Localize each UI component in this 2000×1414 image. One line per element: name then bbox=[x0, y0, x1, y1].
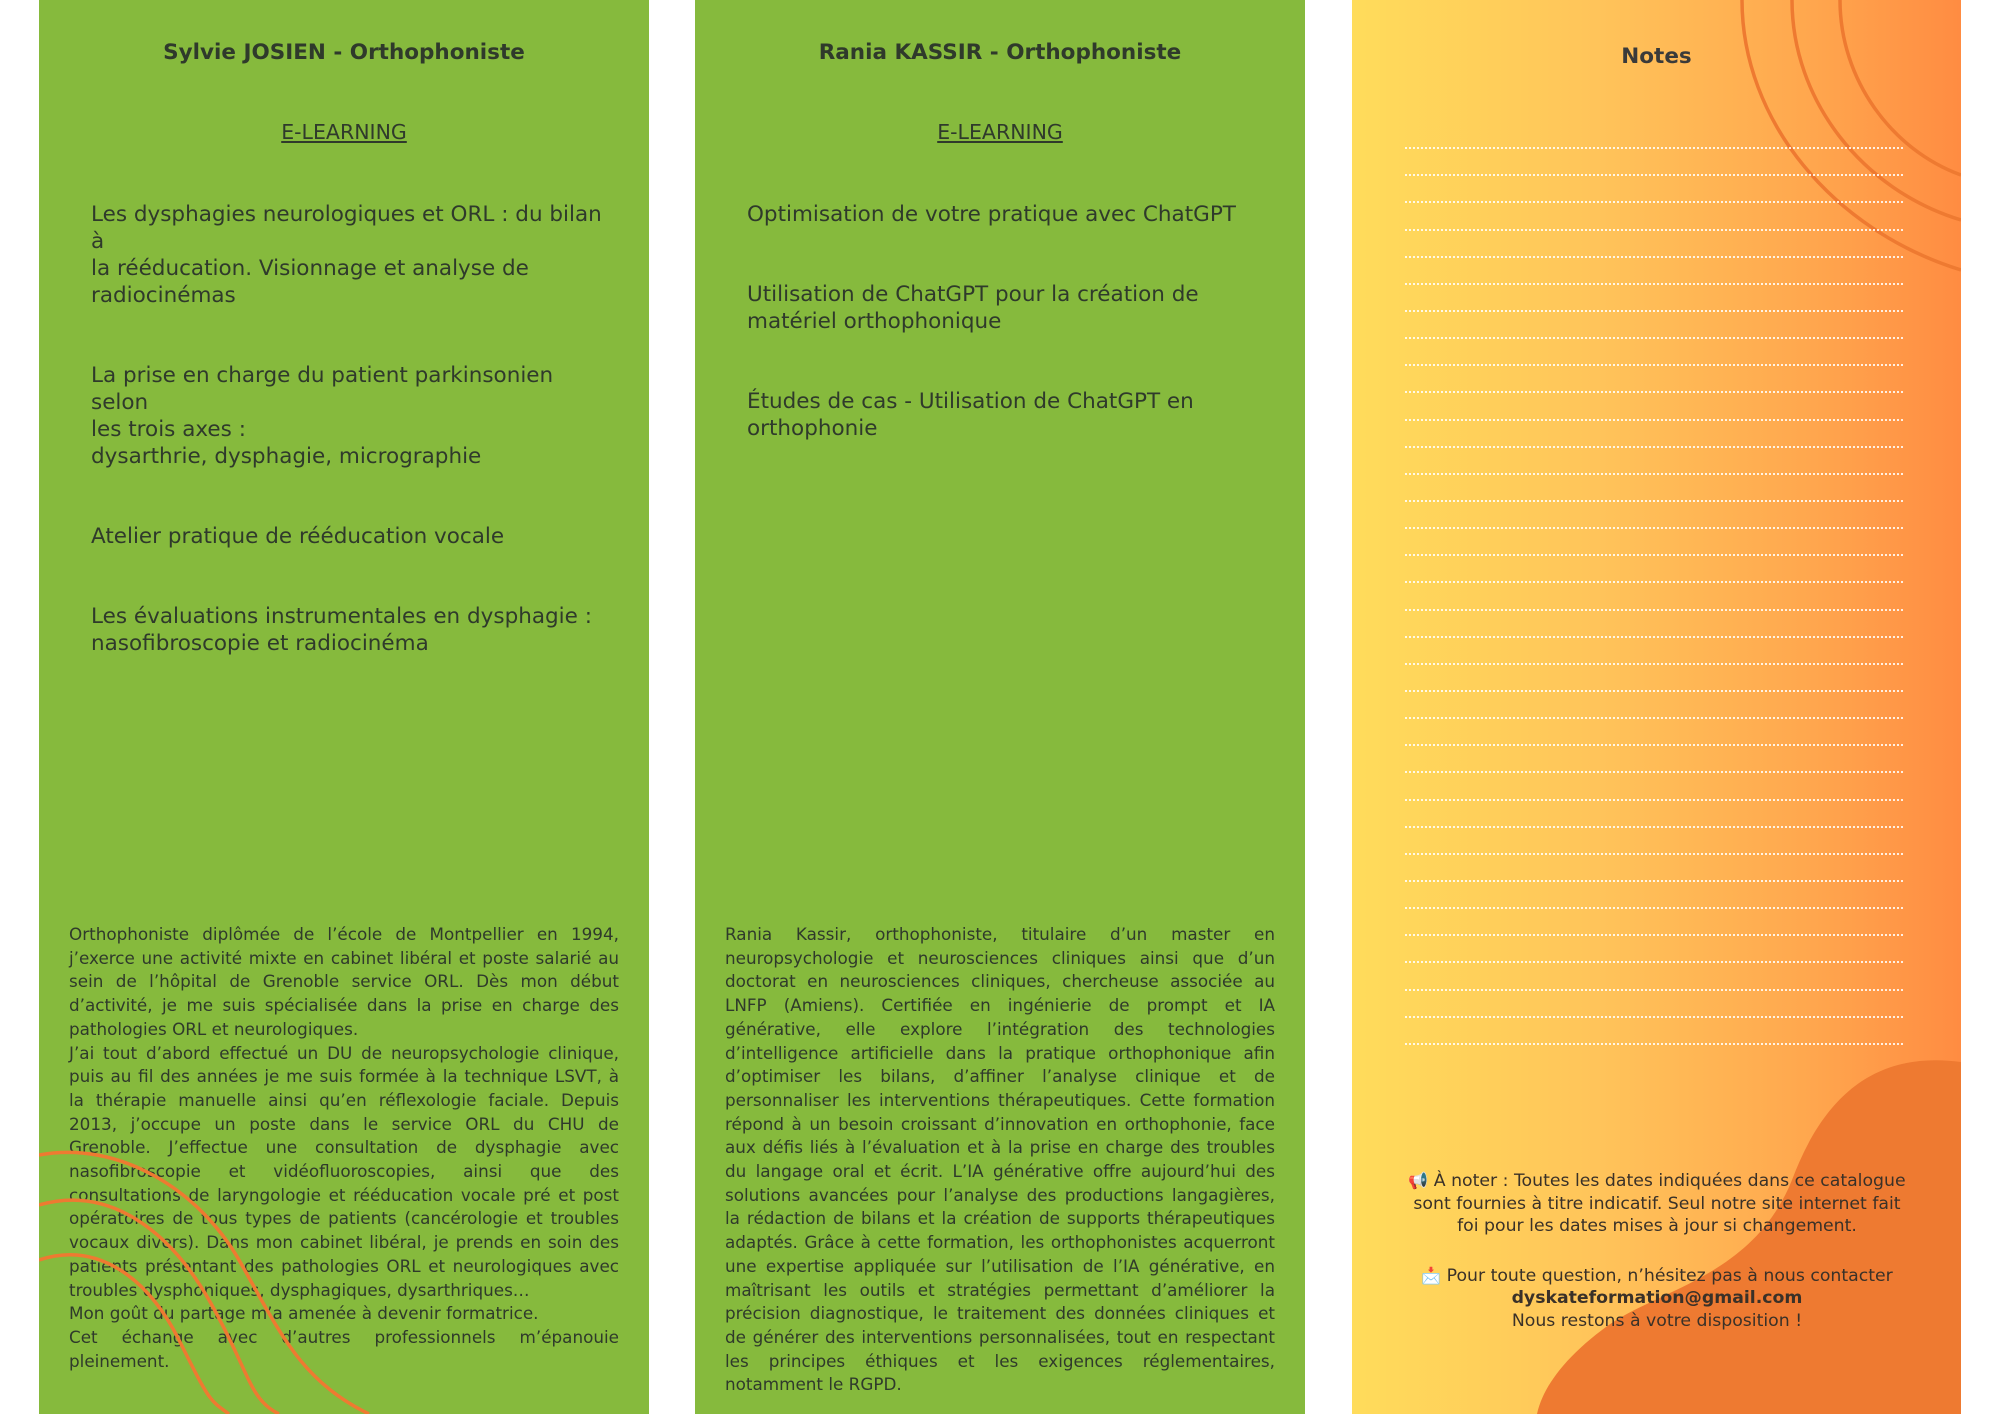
note-line bbox=[1405, 285, 1903, 312]
course-item: Les évaluations instrumentales en dysphagie : nasofibroscopie et radiocinéma bbox=[91, 604, 592, 656]
course-item: Les dysphagies neurologiques et ORL : du bilan à la rééducation. Visionnage et analyse de radiocinémas bbox=[91, 202, 602, 308]
note-line bbox=[1405, 583, 1903, 610]
note-line bbox=[1405, 203, 1903, 230]
bio-paragraph: J’ai tout d’abord effectué un DU de neuropsychologie clinique, puis au fil des années je me suis formée à la technique LSVT, à la thérapie manuelle ainsi qu’en réflexologie faciale. Depuis 2013, j’occupe un poste dans le service ORL du CHU de Grenoble. J’effectue une consultation de dysphagie avec nasofibroscopie et vidéofluoroscopies, ainsi que des consultations de laryngologie et rééducation vocale pré et post opératoires de tous types de patients (cancérologie et troubles vocaux divers). Dans mon cabinet libéral, je prends en soin des patients présentant des pathologies ORL et neurologiques avec troubles dysphoniques, dysphagiques, dysarthriques… bbox=[69, 1042, 619, 1300]
note-line bbox=[1405, 258, 1903, 285]
note-line bbox=[1405, 339, 1903, 366]
trainer-panel-josien bbox=[39, 0, 649, 1414]
note-line bbox=[1405, 502, 1903, 529]
bio-paragraph: Rania Kassir, orthophoniste, titulaire d’un master en neuropsychologie et neurosciences cliniques ainsi que d’un doctorat en neurosciences cliniques, chercheuse associée au LNFP (Amiens). Certifiée en ingénierie de prompt et IA générative, elle explore l’intégration des technologies d’intelligence artificielle dans la pratique orthophonique afin d’optimiser les bilans, d’affiner l’analyse clinique et de personnaliser les interventions thérapeutiques. Cette formation répond à un besoin croissant d’innovation en orthophonie, face aux défis liés à l’évaluation et à la prise en charge des troubles du langage oral et écrit. L’IA générative offre aujourd’hui des solutions avancées pour l’analyse des productions langagières, la rédaction de bilans et la création de supports thérapeutiques adaptés. Grâce à cette formation, les orthophonistes acquerront une expertise appliquée sur l’utilisation de l’IA générative, en maîtrisant les outils et stratégies permettant d’améliorer la précision diagnostique, le traitement des données cliniques et de générer des interventions personnalisées, tout en respectant les principes éthiques et les exigences réglementaires, notamment le RGPD. bbox=[725, 924, 1275, 1395]
note-line bbox=[1405, 665, 1903, 692]
note-line bbox=[1405, 692, 1903, 719]
note-line bbox=[1405, 122, 1903, 149]
note-line bbox=[1405, 312, 1903, 339]
note-line bbox=[1405, 638, 1903, 665]
course-item: Utilisation de ChatGPT pour la création de matériel orthophonique bbox=[747, 282, 1199, 334]
note-line bbox=[1405, 611, 1903, 638]
note-line bbox=[1405, 936, 1903, 963]
note-line bbox=[1405, 963, 1903, 990]
note-line bbox=[1405, 421, 1903, 448]
bio-paragraph: Mon goût du partage m’a amenée à devenir formatrice. bbox=[69, 1303, 539, 1324]
contact-line bbox=[1407, 1265, 1907, 1288]
closing-line: Nous restons à votre disposition ! bbox=[1511, 1310, 1803, 1331]
date-notice-text: À noter : Toutes les dates indiquées dans ce catalogue sont fournies à titre indicatif. Seul notre site internet fait foi pour les dates mises à jour si changement. bbox=[1413, 1171, 1906, 1236]
note-line bbox=[1405, 475, 1903, 502]
note-line bbox=[1405, 366, 1903, 393]
note-line bbox=[1405, 773, 1903, 800]
envelope-icon: 📩 bbox=[1421, 1265, 1442, 1285]
note-line bbox=[1405, 719, 1903, 746]
bio-paragraph: Cet échange avec d’autres professionnels m’épanouie pleinement. bbox=[69, 1326, 619, 1371]
contact-email[interactable]: dyskateformation@gmail.com bbox=[1511, 1288, 1803, 1308]
notice-block bbox=[1407, 1170, 1907, 1332]
course-item: La prise en charge du patient parkinsonien selon les trois axes : dysarthrie, dysphagie, micrographie bbox=[91, 363, 554, 469]
note-line bbox=[1405, 855, 1903, 882]
trainer-name: Rania KASSIR - Orthophoniste bbox=[818, 40, 1182, 65]
trainer-biography bbox=[725, 923, 1275, 1397]
note-line bbox=[1405, 231, 1903, 258]
note-line bbox=[1405, 882, 1903, 909]
course-item: Optimisation de votre pratique avec ChatGPT bbox=[747, 202, 1236, 227]
note-line bbox=[1405, 149, 1903, 176]
trainer-name: Sylvie JOSIEN - Orthophoniste bbox=[163, 40, 525, 65]
note-line bbox=[1405, 529, 1903, 556]
section-heading-elearning: E-LEARNING bbox=[281, 120, 407, 144]
contact-intro: Pour toute question, n’hésitez pas à nous contacter bbox=[1446, 1265, 1893, 1286]
note-line bbox=[1405, 556, 1903, 583]
notes-title: Notes bbox=[1621, 44, 1692, 69]
note-line bbox=[1405, 991, 1903, 1018]
note-line bbox=[1405, 448, 1903, 475]
note-line bbox=[1405, 746, 1903, 773]
note-line bbox=[1405, 176, 1903, 203]
course-item: Études de cas - Utilisation de ChatGPT en orthophonie bbox=[747, 389, 1194, 441]
note-line bbox=[1405, 909, 1903, 936]
trainer-panel-kassir bbox=[695, 0, 1305, 1414]
course-item: Atelier pratique de rééducation vocale bbox=[91, 524, 505, 549]
megaphone-icon: 📢 bbox=[1408, 1171, 1429, 1190]
trainer-biography bbox=[69, 923, 619, 1373]
section-heading-elearning: E-LEARNING bbox=[937, 120, 1063, 144]
note-line bbox=[1405, 1018, 1903, 1045]
course-list bbox=[91, 201, 611, 710]
note-line bbox=[1405, 828, 1903, 855]
note-line bbox=[1405, 801, 1903, 828]
notes-writing-lines bbox=[1405, 122, 1903, 1045]
date-notice bbox=[1407, 1170, 1907, 1238]
notes-panel bbox=[1352, 0, 1961, 1414]
note-line bbox=[1405, 393, 1903, 420]
course-list bbox=[747, 201, 1267, 495]
bio-paragraph: Orthophoniste diplômée de l’école de Montpellier en 1994, j’exerce une activité mixte en cabinet libéral et poste salarié au sein de l’hôpital de Grenoble service ORL. Dès mon début d’activité, je me suis spécialisée dans la prise en charge des pathologies ORL et neurologiques. bbox=[69, 924, 619, 1039]
